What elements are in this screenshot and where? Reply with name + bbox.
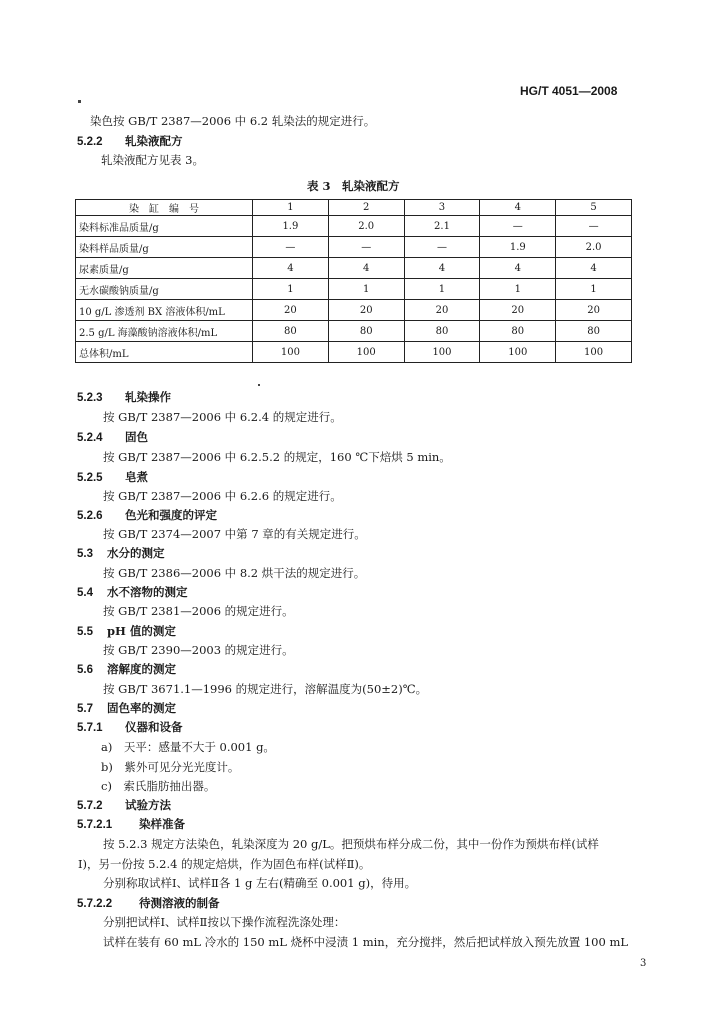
table-cell: 20 — [253, 300, 329, 321]
paragraph-line: 分别称取试样Ⅰ、试样Ⅱ各 1 g 左右(精确至 0.001 g)，待用。 — [103, 876, 417, 890]
speck — [258, 384, 260, 386]
table-row — [76, 321, 632, 342]
section-title: pH 值的测定 — [107, 624, 176, 638]
section-5-2-2-body: 轧染液配方见表 3。 — [101, 153, 204, 167]
section-5-7-2-1-heading — [77, 816, 185, 832]
table-cell: 20 — [480, 300, 556, 321]
section-5-6-heading — [77, 661, 176, 677]
section-title: 轧染液配方 — [125, 134, 183, 148]
header-cell: 3 — [404, 200, 480, 216]
speck — [78, 100, 81, 103]
section-number: 5.4 — [77, 587, 93, 599]
header-cell: 2 — [328, 200, 404, 216]
section-number: 5.2.5 — [77, 472, 103, 484]
row-label: 10 g/L 渗透剂 BX 溶液体积/mL — [76, 300, 253, 321]
section-number: 5.7.2 — [77, 800, 103, 812]
section-5-2-2-heading — [77, 133, 183, 149]
section-5-4-body: 按 GB/T 2381—2006 的规定进行。 — [103, 604, 294, 618]
header-cell: 4 — [480, 200, 556, 216]
section-5-2-5-body: 按 GB/T 2387—2006 中 6.2.6 的规定进行。 — [103, 489, 342, 503]
row-label: 尿素质量/g — [76, 258, 253, 279]
table-row — [76, 300, 632, 321]
table-caption: 表 3 轧染液配方 — [307, 179, 400, 193]
table-cell: 20 — [556, 300, 632, 321]
section-5-3-heading — [77, 545, 165, 561]
section-title: 待测溶液的制备 — [139, 896, 220, 910]
table-cell: 4 — [328, 258, 404, 279]
row-label: 染料标准品质量/g — [76, 216, 253, 237]
section-title: 固色率的测定 — [107, 701, 176, 715]
row-label: 染料样品质量/g — [76, 237, 253, 258]
section-title: 色光和强度的评定 — [125, 508, 217, 522]
section-5-2-6-heading — [77, 507, 217, 523]
row-label: 2.5 g/L 海藻酸钠溶液体积/mL — [76, 321, 253, 342]
table-cell: 4 — [253, 258, 329, 279]
table-cell: — — [556, 216, 632, 237]
table-cell: 100 — [556, 342, 632, 363]
section-5-5-heading — [77, 623, 176, 639]
paragraph-line: 按 5.2.3 规定方法染色，轧染深度为 20 g/L。把预烘布样分成二份，其中一份作为预烘布样(试样 — [103, 837, 599, 851]
section-5-7-1-heading — [77, 719, 183, 735]
section-title: 轧染操作 — [125, 390, 171, 404]
table-cell: — — [328, 237, 404, 258]
intro-line: 染色按 GB/T 2387—2006 中 6.2 轧染法的规定进行。 — [90, 114, 376, 128]
table-cell: — — [480, 216, 556, 237]
table-cell: 4 — [404, 258, 480, 279]
section-title: 水不溶物的测定 — [107, 585, 188, 599]
table-row — [76, 258, 632, 279]
section-number: 5.2.4 — [77, 432, 103, 444]
formula-table — [75, 199, 632, 363]
section-title: 皂煮 — [125, 470, 148, 484]
table-cell: 2.0 — [556, 237, 632, 258]
table-cell: 80 — [328, 321, 404, 342]
table-cell: 1 — [480, 279, 556, 300]
section-5-7-2-heading — [77, 797, 171, 813]
section-title: 固色 — [125, 430, 148, 444]
table-cell: 20 — [328, 300, 404, 321]
section-5-2-4-heading — [77, 429, 148, 445]
section-5-2-3-heading — [77, 389, 171, 405]
table-row — [76, 279, 632, 300]
table-cell: 1.9 — [253, 216, 329, 237]
section-5-7-2-2-heading — [77, 895, 220, 911]
table-cell: 80 — [480, 321, 556, 342]
list-item: a) 天平：感量不大于 0.001 g。 — [101, 740, 275, 754]
section-5-2-3-body: 按 GB/T 2387—2006 中 6.2.4 的规定进行。 — [103, 410, 342, 424]
section-title: 水分的测定 — [107, 546, 165, 560]
table-header-row — [76, 200, 632, 216]
section-title: 试验方法 — [125, 798, 171, 812]
section-5-5-body: 按 GB/T 2390—2003 的规定进行。 — [103, 643, 294, 657]
table-row — [76, 342, 632, 363]
table-cell: 1 — [404, 279, 480, 300]
table-cell: — — [404, 237, 480, 258]
header-cell: 染 缸 编 号 — [76, 200, 253, 216]
table-cell: 100 — [328, 342, 404, 363]
section-number: 5.5 — [77, 626, 93, 638]
section-5-7-heading — [77, 700, 176, 716]
table-cell: 4 — [556, 258, 632, 279]
header-cell: 5 — [556, 200, 632, 216]
table-row — [76, 237, 632, 258]
table-cell: 1.9 — [480, 237, 556, 258]
paragraph-line: 试样在装有 60 mL 冷水的 150 mL 烧杯中浸渍 1 min，充分搅拌，然后把试样放入预先放置 100 mL — [103, 935, 629, 949]
section-number: 5.2.2 — [77, 136, 103, 148]
table-cell: 4 — [480, 258, 556, 279]
table-row — [76, 216, 632, 237]
section-number: 5.2.3 — [77, 392, 103, 404]
section-number: 5.7.2.2 — [77, 898, 113, 910]
section-title: 溶解度的测定 — [107, 662, 176, 676]
section-number: 5.7.1 — [77, 722, 103, 734]
section-number: 5.6 — [77, 664, 93, 676]
standard-code: HG/T 4051—2008 — [520, 84, 618, 98]
table-cell: 1 — [556, 279, 632, 300]
section-5-2-4-body: 按 GB/T 2387—2006 中 6.2.5.2 的规定，160 ℃下焙烘 5 min。 — [103, 450, 451, 464]
list-item: c) 索氏脂肪抽出器。 — [101, 779, 216, 793]
page-number: 3 — [640, 958, 647, 969]
section-number: 5.7.2.1 — [77, 819, 113, 831]
section-5-6-body: 按 GB/T 3671.1—1996 的规定进行，溶解温度为(50±2)℃。 — [103, 682, 428, 696]
table-cell: 80 — [253, 321, 329, 342]
paragraph-line: Ⅰ)，另一份按 5.2.4 的规定焙烘，作为固色布样(试样Ⅱ)。 — [78, 857, 371, 871]
table-cell: 20 — [404, 300, 480, 321]
row-label: 无水碳酸钠质量/g — [76, 279, 253, 300]
table-cell: 1 — [253, 279, 329, 300]
table-cell: 100 — [253, 342, 329, 363]
table-cell: 80 — [404, 321, 480, 342]
table-cell: 2.1 — [404, 216, 480, 237]
section-title: 仪器和设备 — [125, 720, 183, 734]
section-5-3-body: 按 GB/T 2386—2006 中 8.2 烘干法的规定进行。 — [103, 566, 366, 580]
section-5-2-5-heading — [77, 469, 148, 485]
table-cell: 80 — [556, 321, 632, 342]
table-cell: 100 — [404, 342, 480, 363]
table-cell: — — [253, 237, 329, 258]
section-number: 5.7 — [77, 703, 93, 715]
section-title: 染样准备 — [139, 817, 185, 831]
section-number: 5.3 — [77, 548, 93, 560]
table-cell: 100 — [480, 342, 556, 363]
header-cell: 1 — [253, 200, 329, 216]
table-cell: 1 — [328, 279, 404, 300]
paragraph-line: 分别把试样Ⅰ、试样Ⅱ按以下操作流程洗涤处理： — [103, 915, 346, 929]
row-label: 总体积/mL — [76, 342, 253, 363]
table-cell: 2.0 — [328, 216, 404, 237]
section-number: 5.2.6 — [77, 510, 103, 522]
section-5-4-heading — [77, 584, 188, 600]
section-5-2-6-body: 按 GB/T 2374—2007 中第 7 章的有关规定进行。 — [103, 527, 366, 541]
list-item: b) 紫外可见分光光度计。 — [101, 760, 240, 774]
